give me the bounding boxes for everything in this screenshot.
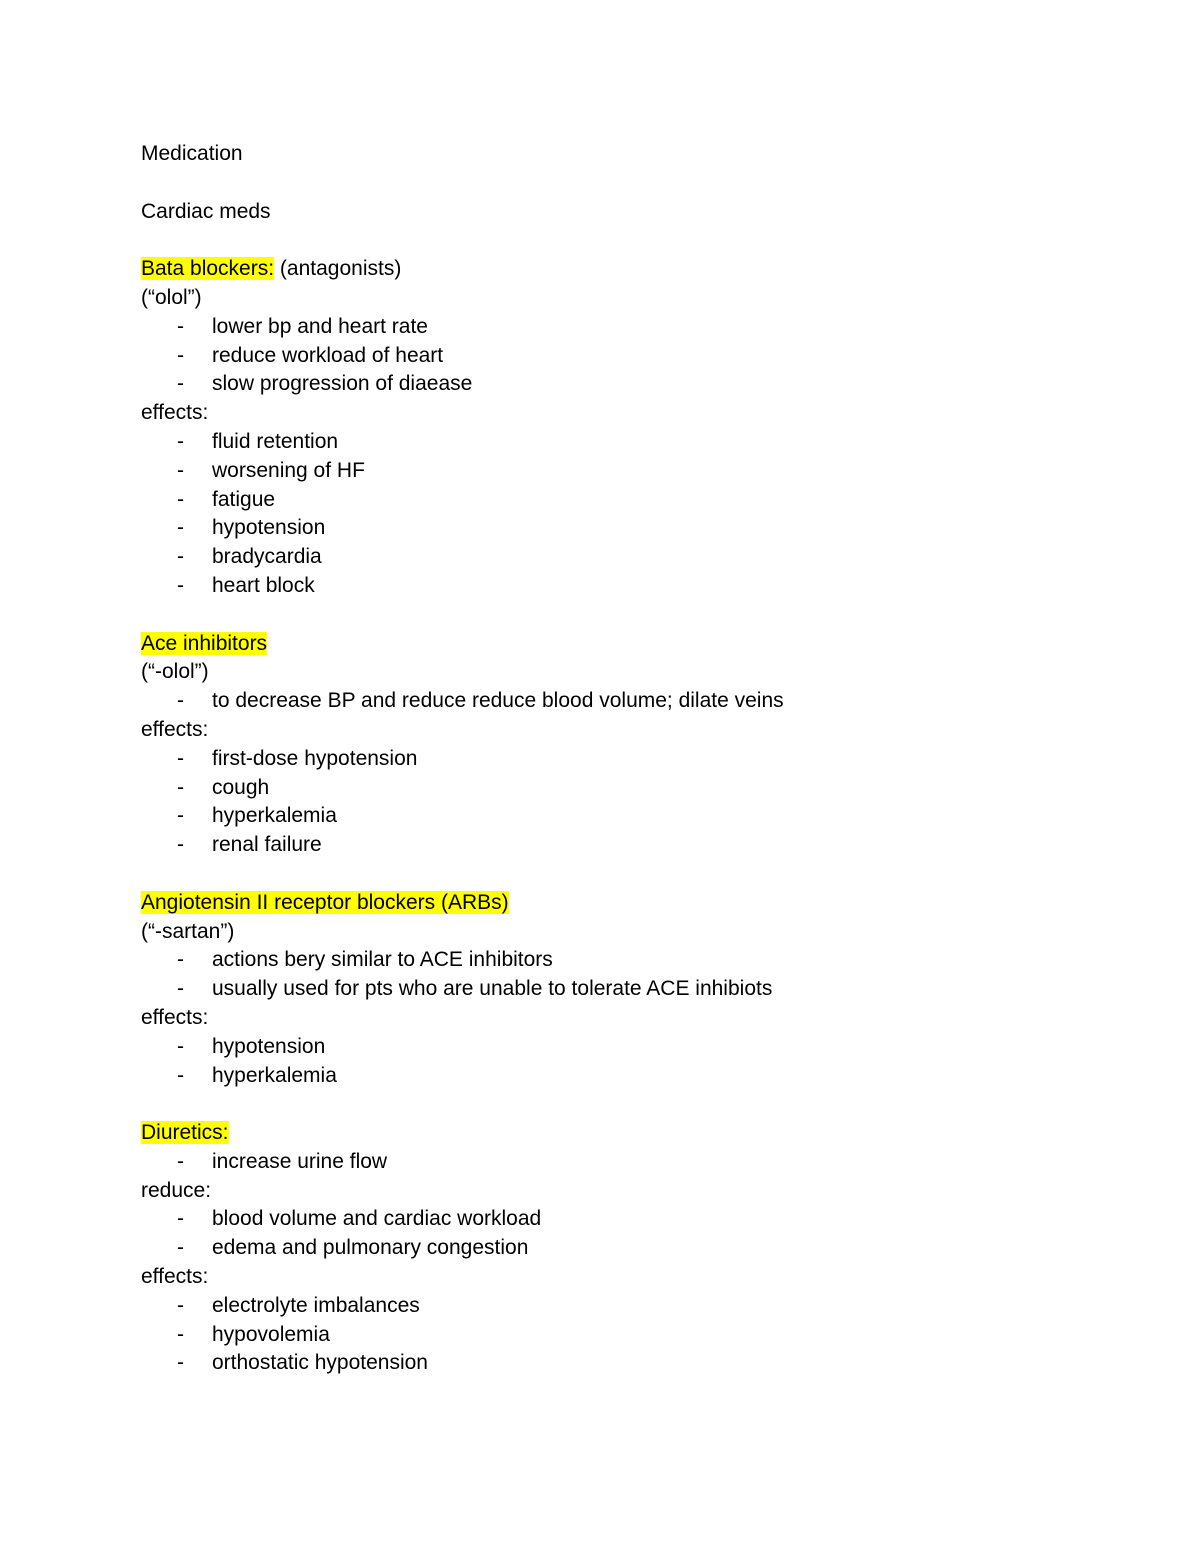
list-item	[141, 802, 1141, 831]
list-item-text: bradycardia	[212, 545, 322, 569]
list-item-text: orthostatic hypotension	[212, 1351, 428, 1375]
highlighted-heading: Ace inhibitors	[141, 631, 268, 655]
bullet-dash: -	[177, 545, 184, 569]
document-title: Medication	[141, 142, 243, 165]
bullet-dash: -	[177, 1322, 184, 1346]
list-item	[141, 428, 1141, 457]
bullet-dash: -	[177, 1236, 184, 1260]
list-item	[141, 1349, 1141, 1378]
bullet-dash: -	[177, 372, 184, 396]
list-item-text: slow progression of diaease	[212, 372, 473, 396]
highlighted-heading: Bata blockers:	[141, 257, 275, 281]
group-label: effects:	[141, 717, 209, 741]
highlighted-heading: Angiotensin II receptor blockers (ARBs)	[141, 890, 509, 914]
list-item	[141, 1062, 1141, 1091]
list-item	[141, 1321, 1141, 1350]
list-item	[141, 774, 1141, 803]
list-item-text: increase urine flow	[212, 1149, 388, 1173]
list-item	[141, 1148, 1141, 1177]
section-1	[141, 255, 1141, 601]
bullet-dash: -	[177, 1207, 184, 1231]
bullet-dash: -	[177, 746, 184, 770]
list-item-text: hyperkalemia	[212, 804, 337, 828]
list-item-text: first-dose hypotension	[212, 746, 418, 770]
list-item	[141, 514, 1141, 543]
group-label: effects:	[141, 1005, 209, 1029]
bullet-dash: -	[177, 977, 184, 1001]
bullet-dash: -	[177, 1063, 184, 1087]
list-item	[141, 946, 1141, 975]
list-item-text: blood volume and cardiac workload	[212, 1207, 542, 1231]
sections-container	[141, 255, 1141, 1378]
list-item-text: hypotension	[212, 1034, 326, 1058]
list-item	[141, 342, 1141, 371]
list-item-text: hypovolemia	[212, 1322, 330, 1346]
list-item-text: usually used for pts who are unable to tolerate ACE inhibiots	[212, 977, 773, 1001]
list-item	[141, 370, 1141, 399]
list-item-text: edema and pulmonary congestion	[212, 1236, 529, 1260]
list-item	[141, 1234, 1141, 1263]
list-item-text: worsening of HF	[212, 458, 365, 482]
bullet-dash: -	[177, 314, 184, 338]
suffix-note: (“-olol”)	[141, 660, 209, 684]
bullet-dash: -	[177, 833, 184, 857]
bullet-dash: -	[177, 948, 184, 972]
bullet-dash: -	[177, 458, 184, 482]
bullet-dash: -	[177, 1293, 184, 1317]
bullet-dash: -	[177, 573, 184, 597]
list-item-text: to decrease BP and reduce reduce blood volume; dilate veins	[212, 689, 784, 713]
list-item-text: hyperkalemia	[212, 1063, 337, 1087]
bullet-dash: -	[177, 1351, 184, 1375]
section-2	[141, 630, 1141, 860]
list-item	[141, 745, 1141, 774]
list-item-text: hypotension	[212, 516, 326, 540]
section-3	[141, 889, 1141, 1091]
bullet-dash: -	[177, 343, 184, 367]
list-item-text: lower bp and heart rate	[212, 314, 428, 338]
bullet-dash: -	[177, 1149, 184, 1173]
list-item	[141, 975, 1141, 1004]
bullet-dash: -	[177, 689, 184, 713]
list-item	[141, 1033, 1141, 1062]
list-item	[141, 1205, 1141, 1234]
group-label: effects:	[141, 1265, 209, 1289]
list-item	[141, 457, 1141, 486]
suffix-note: (“-sartan”)	[141, 919, 235, 943]
bullet-dash: -	[177, 487, 184, 511]
bullet-dash: -	[177, 804, 184, 828]
section-heading	[141, 1119, 1141, 1148]
list-item	[141, 486, 1141, 515]
list-item	[141, 687, 1141, 716]
list-item	[141, 313, 1141, 342]
list-item-text: electrolyte imbalances	[212, 1293, 420, 1317]
list-item	[141, 1292, 1141, 1321]
bullet-dash: -	[177, 429, 184, 453]
list-item-text: fatigue	[212, 487, 276, 511]
bullet-dash: -	[177, 775, 184, 799]
list-item-text: heart block	[212, 573, 315, 597]
document-subtitle: Cardiac meds	[141, 199, 271, 223]
list-item	[141, 831, 1141, 860]
bullet-dash: -	[177, 516, 184, 540]
section-heading	[141, 630, 1141, 659]
section-4	[141, 1119, 1141, 1378]
bullet-dash: -	[177, 1034, 184, 1058]
suffix-note: (“olol”)	[141, 285, 202, 309]
list-item-text: fluid retention	[212, 429, 339, 453]
list-item-text: renal failure	[212, 833, 322, 857]
group-label: reduce:	[141, 1178, 212, 1202]
highlighted-heading: Diuretics:	[141, 1121, 229, 1145]
group-label: effects:	[141, 401, 209, 425]
section-heading	[141, 889, 1141, 918]
list-item-text: reduce workload of heart	[212, 343, 444, 367]
section-heading	[141, 255, 1141, 284]
list-item-text: actions bery similar to ACE inhibitors	[212, 948, 553, 972]
heading-suffix: (antagonists)	[274, 257, 402, 281]
list-item	[141, 543, 1141, 572]
list-item	[141, 572, 1141, 601]
document-page	[141, 140, 1141, 1378]
list-item-text: cough	[212, 775, 270, 799]
